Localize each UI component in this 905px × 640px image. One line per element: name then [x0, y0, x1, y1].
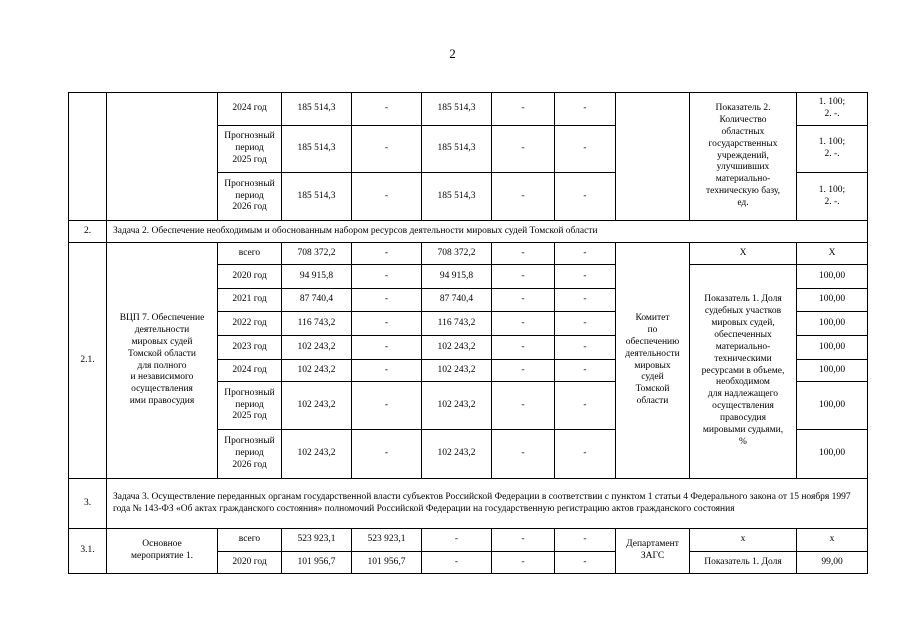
value-regional-cell: 116 743,2	[422, 312, 492, 336]
value-local-cell: -	[492, 360, 555, 382]
section-text-cell: Задача 3. Осуществление переданных органам государственной власти субъектов Российской Федерации в соответствии с пунктом 1 статьи 4 Федерального закона от 15 ноября 1997 года № 143-ФЗ «Об актах гражданского состояния» полномочий Российской Федерации на государственную регистрацию актов гражданского состояния	[107, 479, 868, 529]
result-cell: 100,00	[797, 382, 868, 430]
value-regional-cell: -	[422, 552, 492, 574]
period-cell: 2024 год	[218, 360, 282, 382]
result-cell: 1. 100; 2. -.	[797, 93, 868, 126]
value-other-cell: -	[555, 430, 616, 479]
value-total-cell: 102 243,2	[282, 430, 352, 479]
responsible-cell	[616, 93, 690, 221]
table-row	[69, 93, 868, 126]
value-local-cell: -	[492, 430, 555, 479]
value-regional-cell: 102 243,2	[422, 336, 492, 360]
value-other-cell: -	[555, 265, 616, 289]
value-federal-cell: -	[352, 126, 422, 173]
period-cell: Прогнозный период 2025 год	[218, 126, 282, 173]
value-federal-cell: 523 923,1	[352, 529, 422, 552]
period-cell: всего	[218, 243, 282, 265]
result-cell: х	[797, 529, 868, 552]
period-cell: Прогнозный период 2026 год	[218, 173, 282, 221]
value-other-cell: -	[555, 93, 616, 126]
row-number-cell: 2.1.	[69, 243, 107, 479]
value-federal-cell: -	[352, 173, 422, 221]
program-table	[68, 92, 868, 574]
value-total-cell: 101 956,7	[282, 552, 352, 574]
value-local-cell: -	[492, 529, 555, 552]
period-cell: 2020 год	[218, 265, 282, 289]
result-cell: 100,00	[797, 289, 868, 312]
period-cell: 2023 год	[218, 336, 282, 360]
value-total-cell: 102 243,2	[282, 336, 352, 360]
value-regional-cell: -	[422, 529, 492, 552]
value-regional-cell: 185 514,3	[422, 93, 492, 126]
responsible-cell: Департамент ЗАГС	[616, 529, 690, 574]
value-federal-cell: -	[352, 430, 422, 479]
value-total-cell: 185 514,3	[282, 173, 352, 221]
value-federal-cell: -	[352, 243, 422, 265]
value-total-cell: 94 915,8	[282, 265, 352, 289]
value-regional-cell: 102 243,2	[422, 382, 492, 430]
value-local-cell: -	[492, 336, 555, 360]
value-local-cell: -	[492, 265, 555, 289]
row-number-cell	[69, 93, 107, 221]
value-total-cell: 708 372,2	[282, 243, 352, 265]
value-regional-cell: 102 243,2	[422, 360, 492, 382]
value-other-cell: -	[555, 173, 616, 221]
value-other-cell: -	[555, 336, 616, 360]
value-other-cell: -	[555, 552, 616, 574]
table-row	[69, 529, 868, 552]
value-regional-cell: 185 514,3	[422, 126, 492, 173]
value-federal-cell: -	[352, 289, 422, 312]
activity-name-cell: ВЦП 7. Обеспечение деятельности мировых судей Томской области для полного и независимого осуществления ими правосудия	[107, 243, 218, 479]
indicator-cell: Показатель 2. Количество областных государственных учреждений, улучшивших материально- техническую базу, ед.	[690, 93, 797, 221]
value-federal-cell: -	[352, 265, 422, 289]
value-local-cell: -	[492, 312, 555, 336]
row-number-cell: 3.1.	[69, 529, 107, 574]
section-row	[69, 479, 868, 529]
value-local-cell: -	[492, 126, 555, 173]
value-federal-cell: -	[352, 93, 422, 126]
period-cell: 2020 год	[218, 552, 282, 574]
value-other-cell: -	[555, 126, 616, 173]
value-regional-cell: 87 740,4	[422, 289, 492, 312]
value-total-cell: 102 243,2	[282, 360, 352, 382]
value-local-cell: -	[492, 173, 555, 221]
value-regional-cell: 94 915,8	[422, 265, 492, 289]
value-federal-cell: -	[352, 312, 422, 336]
value-local-cell: -	[492, 289, 555, 312]
period-cell: Прогнозный период 2026 год	[218, 430, 282, 479]
section-row	[69, 221, 868, 243]
indicator-cell: Х	[690, 243, 797, 265]
section-number-cell: 2.	[69, 221, 107, 243]
value-other-cell: -	[555, 360, 616, 382]
value-other-cell: -	[555, 289, 616, 312]
activity-name-cell: Основное мероприятие 1.	[107, 529, 218, 574]
period-cell: всего	[218, 529, 282, 552]
period-cell: Прогнозный период 2025 год	[218, 382, 282, 430]
result-cell: 99,00	[797, 552, 868, 574]
value-federal-cell: -	[352, 382, 422, 430]
value-local-cell: -	[492, 243, 555, 265]
value-total-cell: 116 743,2	[282, 312, 352, 336]
value-other-cell: -	[555, 382, 616, 430]
activity-name-cell	[107, 93, 218, 221]
value-federal-cell: -	[352, 336, 422, 360]
value-other-cell: -	[555, 529, 616, 552]
result-cell: Х	[797, 243, 868, 265]
value-total-cell: 185 514,3	[282, 93, 352, 126]
result-cell: 100,00	[797, 336, 868, 360]
value-total-cell: 185 514,3	[282, 126, 352, 173]
period-cell: 2021 год	[218, 289, 282, 312]
indicator-cell: х	[690, 529, 797, 552]
responsible-cell: Комитет по обеспечению деятельности мировых судей Томской области	[616, 243, 690, 479]
result-cell: 1. 100; 2. -.	[797, 126, 868, 173]
indicator-cell: Показатель 1. Доля	[690, 552, 797, 574]
value-total-cell: 102 243,2	[282, 382, 352, 430]
result-cell: 100,00	[797, 312, 868, 336]
table-row	[69, 243, 868, 265]
result-cell: 100,00	[797, 265, 868, 289]
table-body	[69, 93, 868, 574]
result-cell: 1. 100; 2. -.	[797, 173, 868, 221]
value-federal-cell: -	[352, 360, 422, 382]
result-cell: 100,00	[797, 430, 868, 479]
value-federal-cell: 101 956,7	[352, 552, 422, 574]
value-local-cell: -	[492, 552, 555, 574]
value-regional-cell: 102 243,2	[422, 430, 492, 479]
value-other-cell: -	[555, 312, 616, 336]
result-cell: 100,00	[797, 360, 868, 382]
value-local-cell: -	[492, 93, 555, 126]
section-text-cell: Задача 2. Обеспечение необходимым и обоснованным набором ресурсов деятельности мировых судей Томской области	[107, 221, 868, 243]
value-regional-cell: 708 372,2	[422, 243, 492, 265]
value-local-cell: -	[492, 382, 555, 430]
period-cell: 2024 год	[218, 93, 282, 126]
indicator-cell: Показатель 1. Доля судебных участков мировых судей, обеспеченных материально- техническими ресурсами в объеме, необходимом для надлежащего осуществления правосудия мировыми судьями, %	[690, 265, 797, 479]
page-number: 2	[449, 46, 456, 61]
value-regional-cell: 185 514,3	[422, 173, 492, 221]
value-total-cell: 523 923,1	[282, 529, 352, 552]
value-other-cell: -	[555, 243, 616, 265]
value-total-cell: 87 740,4	[282, 289, 352, 312]
period-cell: 2022 год	[218, 312, 282, 336]
section-number-cell: 3.	[69, 479, 107, 529]
